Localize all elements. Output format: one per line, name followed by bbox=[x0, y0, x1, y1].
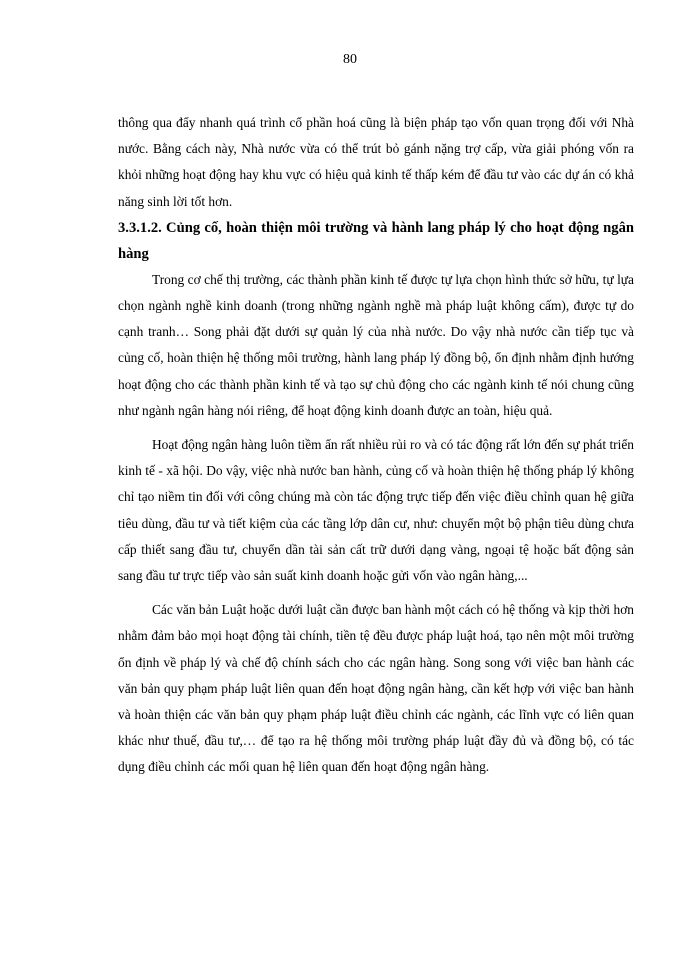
page-number: 80 bbox=[343, 52, 357, 67]
body-paragraph-1: Trong cơ chế thị trường, các thành phần kinh tế được tự lựa chọn hình thức sở hữu, tự lựa chọn ngành nghề kinh doanh (trong những ngành nghề mà pháp luật không cấm), được tự do cạnh tranh… Song phải đặt dưới sự quản lý của nhà nước. Do vậy nhà nước cần tiếp tục và củng cố, hoàn thiện hệ thống môi trường, hành lang pháp lý đồng bộ, ổn định nhằm định hướng hoạt động cho các thành phần kinh tế và tạo sự chủ động cho các ngành kinh tế nói chung cũng như ngành ngân hàng nói riêng, để hoạt động kinh doanh được an toàn, hiệu quả. bbox=[118, 271, 634, 418]
body-paragraph-3: Các văn bản Luật hoặc dưới luật cần được ban hành một cách có hệ thống và kịp thời hơn nhằm đảm bảo mọi hoạt động tài chính, tiền tệ đều được pháp luật hoá, tạo nên một môi trường ổn định về pháp lý và chế độ chính sách cho các ngân hàng. Song song với việc ban hành các văn bản quy phạm pháp luật liên quan đến hoạt động ngân hàng, cần kết hợp với việc ban hành và hoàn thiện các văn bản quy phạm pháp luật điều chỉnh các ngành, các lĩnh vực có liên quan khác như thuế, đầu tư,… để tạo ra hệ thống môi trường pháp luật đầy đủ và đồng bộ, có tác dụng điều chỉnh các mối quan hệ liên quan đến hoạt động ngân hàng. bbox=[118, 602, 634, 775]
section-heading: 3.3.1.2. Củng cố, hoàn thiện môi trường và hành lang pháp lý cho hoạt động ngân hàng bbox=[118, 219, 634, 262]
body-paragraph-2: Hoạt động ngân hàng luôn tiềm ẩn rất nhiều rủi ro và có tác động rất lớn đến sự phát triển kinh tế - xã hội. Do vậy, việc nhà nước ban hành, củng cố và hoàn thiện hệ thống pháp lý không chỉ tạo niềm tin đối với công chúng mà còn tác động trực tiếp đến việc điều chỉnh quan hệ giữa tiêu dùng, đầu tư và tiết kiệm của các tầng lớp dân cư, như: chuyển một bộ phận tiêu dùng chưa cấp thiết sang đầu tư, chuyển dần tài sản cất trữ dưới dạng vàng, ngoại tệ hoặc bất động sản sang đầu tư trực tiếp vào sản suất kinh doanh hoặc gửi vốn vào ngân hàng,... bbox=[118, 437, 634, 584]
intro-paragraph: thông qua đẩy nhanh quá trình cổ phần hoá cũng là biện pháp tạo vốn quan trọng đối với Nhà nước. Bằng cách này, Nhà nước vừa có thể trút bỏ gánh nặng trợ cấp, vừa giải phóng vốn ra khỏi những hoạt động hay khu vực có hiệu quả kinh tế thấp kém để đầu tư vào các dự án có khả năng sinh lời tốt hơn. bbox=[118, 115, 634, 209]
page-body bbox=[118, 110, 634, 781]
paragraph-gap bbox=[118, 424, 634, 432]
paragraph-gap bbox=[118, 589, 634, 597]
